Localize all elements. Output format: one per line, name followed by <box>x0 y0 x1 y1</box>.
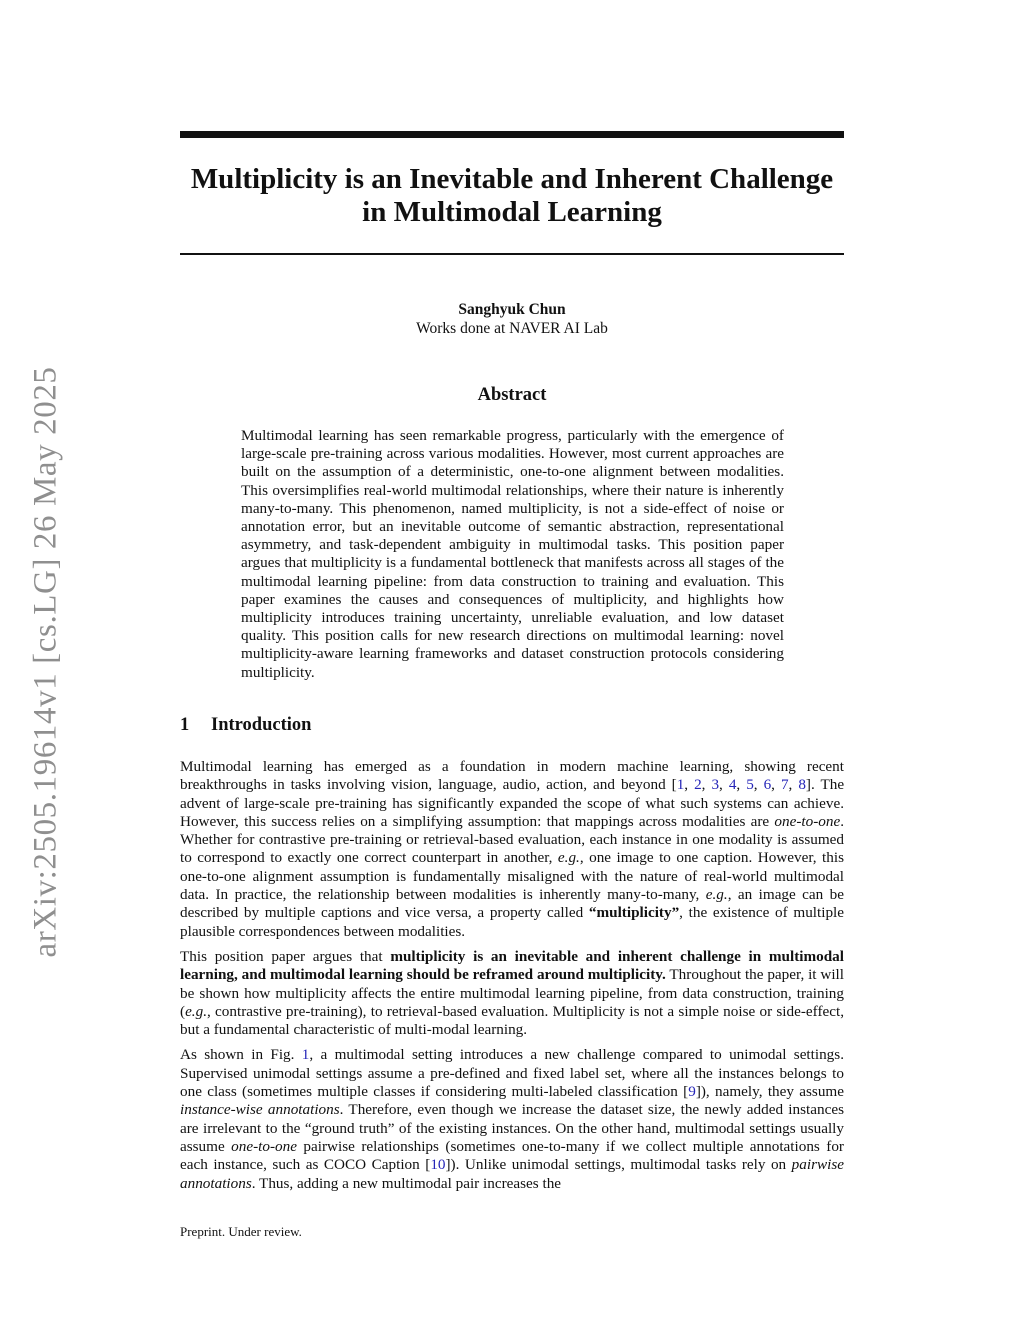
arxiv-identifier: arXiv:2505.19614v1 [cs.LG] 26 May 2025 <box>27 366 64 958</box>
section-title: Introduction <box>211 715 312 735</box>
section-number: 1 <box>180 715 190 735</box>
citation-link[interactable]: 8 <box>798 776 806 794</box>
text-run: Multimodal learning has emerged as a foundation in modern machine learning, showing recent breakthroughs in tasks involving vision, language, audio, action, and beyond [ <box>180 758 844 794</box>
emphasis: e.g. <box>185 1002 207 1020</box>
citation-link[interactable]: 2 <box>694 776 702 794</box>
figure-reference-link[interactable]: 1 <box>301 1046 310 1064</box>
emphasis: one-to-one <box>231 1137 297 1155</box>
text-run: ]), namely, they assume <box>695 1083 844 1101</box>
footer-note: Preprint. Under review. <box>180 1224 302 1239</box>
author-block <box>180 300 844 338</box>
title-top-rule <box>180 131 844 138</box>
bold-claim: multiplicity is an inevitable and inherent challenge in multimodal learning, and multimodal learning should be reframed around multiplicity. <box>180 947 845 984</box>
citation-link[interactable]: 5 <box>746 776 754 794</box>
emphasis: e.g. <box>705 886 728 904</box>
citation-link[interactable]: 6 <box>763 776 772 794</box>
paragraph-1: Multimodal learning has emerged as a foundation in modern machine learning, showing recent breakthroughs in tasks involving vision, language, audio, action, and beyond [1, 2, 3, 4, 5, 6, 7, 8]. The advent of large-scale pre-training has significantly expanded the scope of what such systems can achieve. However, this success relies on a simplifying assumption: that mappings across modalities are one-to-one. Whether for contrastive pre-training or retrieval-based evaluation, each instance in one modality is assumed to correspond to exactly one correct counterpart in another, e.g., one image to one caption. However, this one-to-one alignment assumption is fundamentally misaligned with the nature of real-world multimodal data. In practice, the relationship between modalities is inherently many-to-many, e.g., an image can be described by multiple captions and vice versa, a property called “multiplicity”, the existence of multiple plausible correspondences between modalities. <box>180 758 845 940</box>
text-run: ]. The advent of large-scale pre-training has significantly expanded the scope of what such systems can achieve. However, this success relies on a simplifying assumption: that mappings across modalities are <box>180 776 845 830</box>
introduction-body <box>180 758 844 1200</box>
text-run: , one image to one caption. However, this one-to-one alignment assumption is fundamentally misaligned with the nature of real-world multimodal data. In practice, the relationship between modalities is inherently many-to-many, <box>180 849 844 904</box>
emphasis: e.g. <box>557 849 580 867</box>
paragraph-2 <box>180 948 844 1039</box>
citation-link[interactable]: 10 <box>430 1156 446 1174</box>
section-heading <box>180 715 311 736</box>
text-run: . Whether for contrastive pre-training or retrieval-based evaluation, each instance in one modality is assumed to correspond to exactly one correct counterpart in another, <box>180 812 844 867</box>
author-affiliation: Works done at NAVER AI Lab <box>416 320 608 337</box>
emphasis: pairwise annotations <box>180 1156 844 1192</box>
text-run: . Thus, adding a new multimodal pair increases the <box>251 1174 562 1192</box>
paper-title: Multiplicity is an Inevitable and Inherent Challenge in Multimodal Learning <box>190 163 834 228</box>
citation-link[interactable]: 3 <box>711 776 720 794</box>
text-run: , a multimodal setting introduces a new challenge compared to unimodal settings. Supervised unimodal settings assume a pre-defined and fixed label set, where all the instances belongs to one class (sometimes multiple classes if considering multi-labeled classification [ <box>180 1046 844 1101</box>
bold-term: “multiplicity” <box>588 904 680 922</box>
citation-link[interactable]: 1 <box>676 776 685 794</box>
title-bottom-rule <box>180 253 844 255</box>
text-run: This position paper argues that <box>180 947 391 965</box>
abstract-text: Multimodal learning has seen remarkable progress, particularly with the emergence of large-scale pre-training across various modalities. However, most current approaches are built on the assumption of a deterministic, one-to-one alignment between modalities. This oversimplifies real-world multimodal relationships, where their nature is inherently many-to-many. This phenomenon, named multiplicity, is not a side-effect of noise or annotation error, but an inevitable outcome of semantic abstraction, representational asymmetry, and task-dependent ambiguity in multimodal tasks. This position paper argues that multiplicity is a fundamental bottleneck that manifests across all stages of the multimodal learning pipeline: from data construction to training and evaluation. This paper examines the causes and consequences of multiplicity, and highlights how multiplicity introduces training uncertainty, unreliable evaluation, and low dataset quality. This position calls for new research directions on multimodal learning: novel multiplicity-aware learning frameworks and dataset construction protocols considering multiplicity. <box>241 427 784 681</box>
emphasis: one-to-one <box>774 812 841 830</box>
text-run: Throughout the paper, it will be shown how multiplicity affects the entire multimodal learning pipeline, from data construction, training ( <box>180 966 844 1020</box>
text-run: . Therefore, even though we increase the dataset size, the newly added instances are irrelevant to the “ground truth” of the existing instances. On the other hand, multimodal settings usually assume <box>180 1101 844 1155</box>
text-run: ]). Unlike unimodal settings, multimodal tasks rely on <box>445 1156 792 1174</box>
text-run: , an image can be described by multiple captions and vice versa, a property called <box>180 886 844 922</box>
author-name: Sanghyuk Chun <box>458 301 566 318</box>
text-run: As shown in Fig. <box>180 1046 302 1064</box>
citation-link[interactable]: 9 <box>688 1083 696 1101</box>
paragraph-3 <box>180 1046 844 1192</box>
emphasis: instance-wise annotations <box>180 1101 340 1119</box>
text-run: , contrastive pre-training), to retrieval-based evaluation. Multiplicity is not a simple noise or side-effect, but a fundamental characteristic of multi-modal learning. <box>180 1002 844 1039</box>
citation-link[interactable]: 7 <box>780 776 789 794</box>
text-run: , the existence of multiple plausible correspondences between modalities. <box>180 904 845 940</box>
text-run: pairwise relationships (sometimes one-to-many if we collect multiple annotations for each instance, such as COCO Caption [ <box>180 1137 844 1174</box>
abstract-heading: Abstract <box>477 385 547 405</box>
citation-link[interactable]: 4 <box>728 776 737 794</box>
